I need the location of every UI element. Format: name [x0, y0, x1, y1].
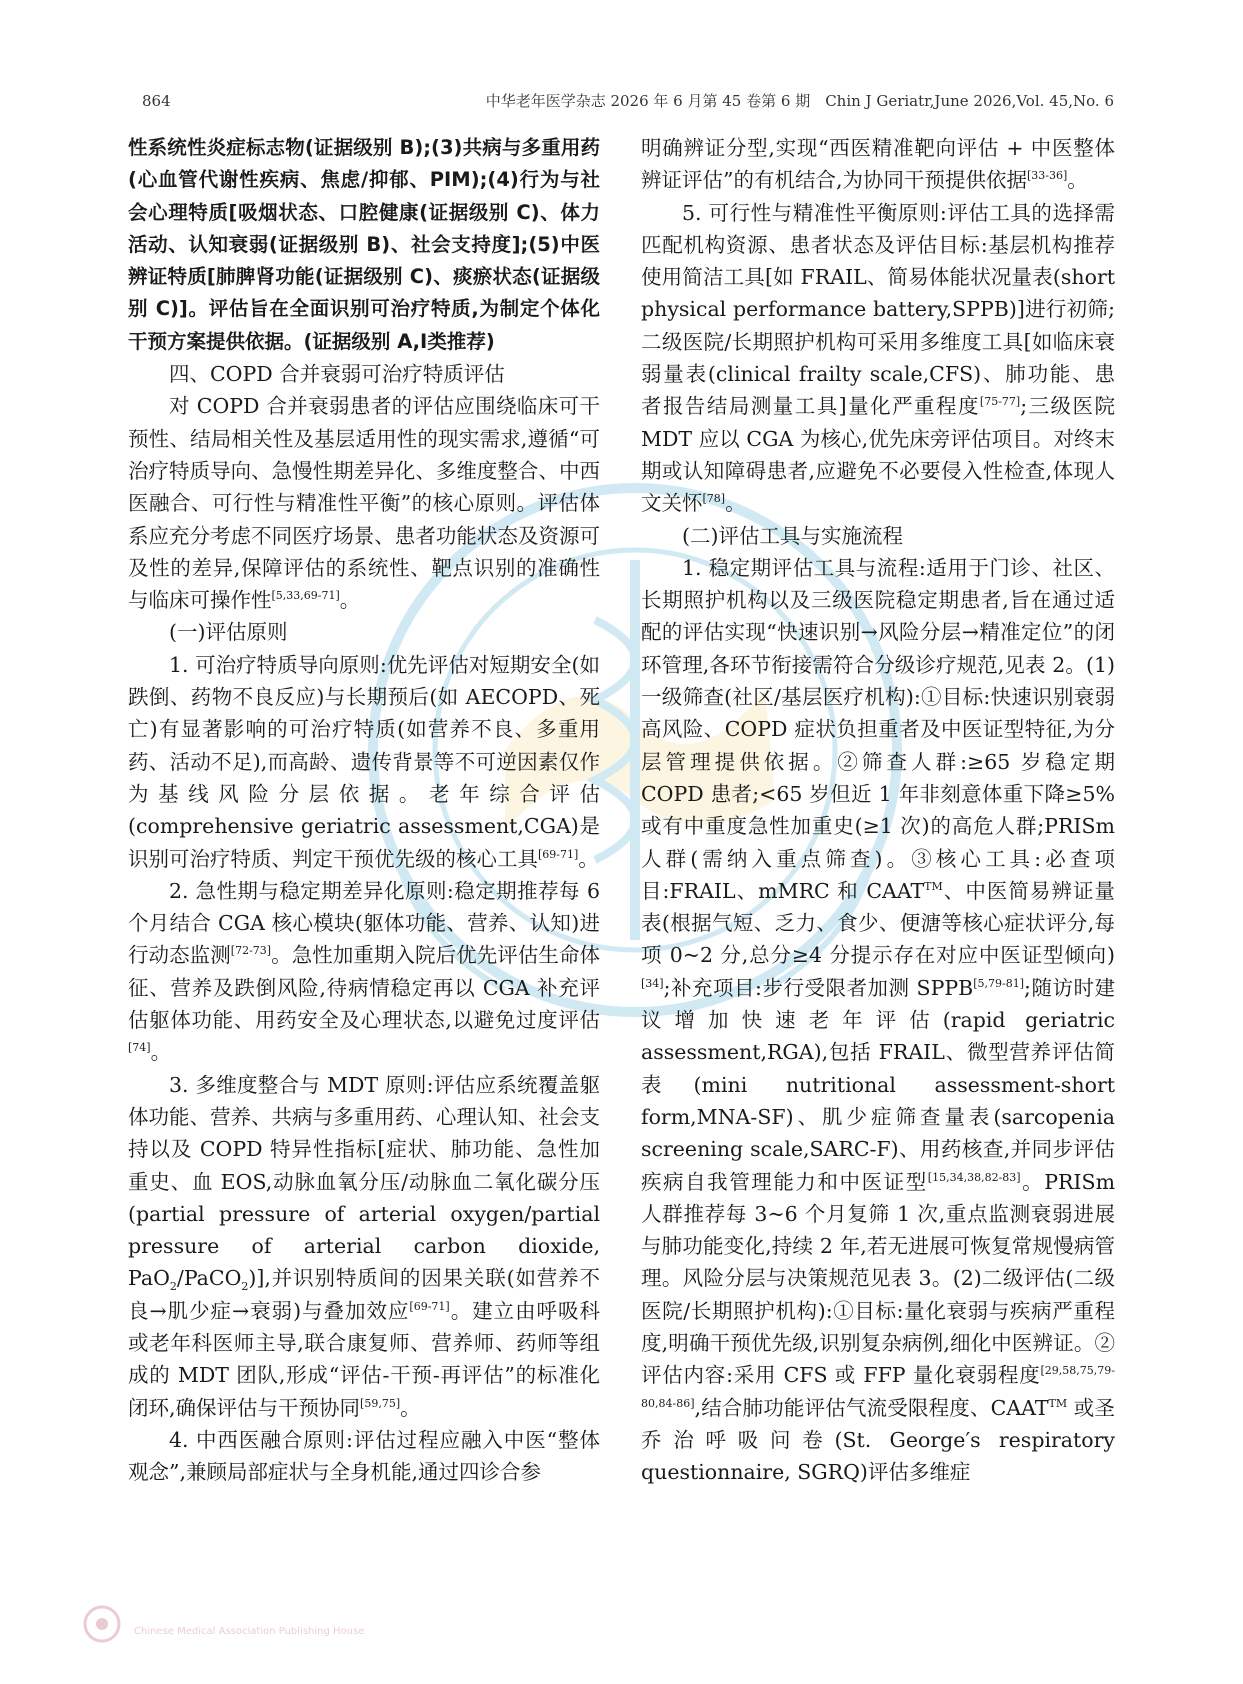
principle-4-paragraph: 4. 中西医融合原则:评估过程应融入中医“整体观念”,兼顾局部症状与全身机能,通过四诊合参 [128, 1427, 600, 1485]
principle-4-continued: 明确辨证分型,实现“西医精准靶向评估 + 中医整体辨证评估”的有机结合,为协同干预提供依据[33-36]。 [641, 136, 1115, 193]
principle-1-paragraph: 1. 可治疗特质导向原则:优先评估对短期安全(如跌倒、药物不良反应)与长期预后(如 AECOPD、死亡)有显著影响的可治疗特质(如营养不良、多重用药、活动不足),而高龄、遗传背景等不可逆因素仅作为基线风险分层依据。老年综合评估(comprehensive geriatric assessment,CGA)是识别可治疗特质、判定干预优先级的核心工具[69-71]。 [128, 652, 600, 871]
intro-paragraph: 对 COPD 合并衰弱患者的评估应围绕临床可干预性、结局相关性及基层适用性的现实需求,遵循“可治疗特质导向、急慢性期差异化、多维度整合、中西医融合、可行性与精准性平衡”的核心原则。评估体系应充分考虑不同医疗场景、患者功能状态及资源可及性的差异,保障评估的系统性、靶点识别的准确性与临床可操作性[5,33,69-71]。 [128, 394, 600, 613]
journal-citation: 中华老年医学杂志 2026 年 6 月第 45 卷第 6 期 Chin J Geriatr,June 2026,Vol. 45,No. 6 [485, 92, 1114, 110]
section-heading-4: 四、COPD 合并衰弱可治疗特质评估 [169, 362, 505, 387]
stable-phase-paragraph: 1. 稳定期评估工具与流程:适用于门诊、社区、长期照护机构以及三级医院稳定期患者,旨在通过适配的评估实现“快速识别→风险分层→精准定位”的闭环管理,各环节衔接需符合分级诊疗规范,见表 2。(1)一级筛查(社区/基层医疗机构):①目标:快速识别衰弱高风险、COPD 症状负担重者及中医证型特征,为分层管理提供依据。②筛查人群:≥65 岁稳定期 COPD 患者;<65 岁但近 1 年非刻意体重下降≥5%或有中重度急性加重史(≥1 次)的高危人群;PRISm 人群(需纳入重点筛查)。③核心工具:必查项目:FRAIL、mMRC 和 CAAT™、中医简易辨证量表(根据气短、乏力、食少、便溏等核心症状评分,每项 0~2 分,总分≥4 分提示存在对应中医证型倾向)[34];补充项目:步行受限者加测 SPPB[5,79-81];随访时建议增加快速老年评估(rapid geriatric assessment,RGA),包括 FRAIL、微型营养评估简表(mini nutritional assessment-short form,MNA-SF)、肌少症筛查量表(sarcopenia screening scale,SARC-F)、用药核查,并同步评估疾病自我管理能力和中医证型[15,34,38,82-83]。PRISm 人群推荐每 3~6 个月复筛 1 次,重点监测衰弱进展与肺功能变化,持续 2 年,若无进展可恢复常规慢病管理。风险分层与决策规范见表 3。(2)二级评估(二级医院/长期照护机构):①目标:量化衰弱与疾病严重程度,明确干预优先级,识别复杂病例,细化中医辨证。②评估内容:采用 CFS 或 FFP 量化衰弱程度[29,58,75,79-80,84-86],结合肺功能评估气流受限程度、CAAT™ 或圣乔治呼吸问卷(St. George′s respiratory questionnaire, SGRQ)评估多维症 [641, 555, 1116, 1485]
running-header [128, 86, 1114, 116]
publisher-flower-icon [82, 1604, 122, 1644]
publisher-logo [82, 1604, 542, 1644]
right-column [641, 132, 1115, 1488]
principle-3-paragraph: 3. 多维度整合与 MDT 原则:评估应系统覆盖躯体功能、营养、共病与多重用药、心理认知、社会支持以及 COPD 特异性指标[症状、肺功能、急性加重史、血 EOS,动脉血氧分压/动脉血二氧化碳分压(partial pressure of arterial oxygen/partial pressure of arterial carbon dioxide, PaO$_2$/PaCO$_2$)],并识别特质间的因果关联(如营养不良→肌少症→衰弱)与叠加效应[69-71]。建立由呼吸科或老年科医师主导,联合康复师、营养师、药师等组成的 MDT 团队,形成“评估-干预-再评估”的标准化闭环,确保评估与干预协同[59,75]。 [128, 1072, 600, 1420]
principle-5-paragraph: 5. 可行性与精准性平衡原则:评估工具的选择需匹配机构资源、患者状态及评估目标:基层机构推荐使用简洁工具[如 FRAIL、简易体能状况量表(short physical performance battery,SPPB)]进行初筛;二级医院/长期照护机构可采用多维度工具[如临床衰弱量表(clinical frailty scale,CFS)、肺功能、患者报告结局测量工具]量化严重程度[75-77];三级医院 MDT 应以 CGA 为核心,优先床旁评估项目。对终末期或认知障碍患者,应避免不必要侵入性检查,体现人文关怀[78]。 [641, 200, 1115, 516]
principle-2-paragraph: 2. 急性期与稳定期差异化原则:稳定期推荐每 6 个月结合 CGA 核心模块(躯体功能、营养、认知)进行动态监测[72-73]。急性加重期入院后优先评估生命体征、营养及跌倒风险,待病情稳定再以 CGA 补充评估躯体功能、用药安全及心理状态,以避免过度评估[74]。 [128, 878, 601, 1065]
publisher-name: Chinese Medical Association Publishing House [134, 1626, 365, 1637]
subsection-heading-2: (二)评估工具与实施流程 [682, 523, 903, 548]
left-column [128, 132, 600, 1488]
subsection-heading-1: (一)评估原则 [169, 620, 288, 645]
summary-paragraph: 性系统性炎症标志物(证据级别 B);(3)共病与多重用药(心血管代谢性疾病、焦虑/抑郁、PIM);(4)行为与社会心理特质[吸烟状态、口腔健康(证据级别 C)、体力活动、认知衰弱(证据级别 B)、社会支持度];(5)中医辨证特质[肺脾肾功能(证据级别 C)、痰瘀状态(证据级别 C)]。评估旨在全面识别可治疗特质,为制定个体化干预方案提供依据。(证据级别 A,Ⅰ类推荐) [128, 136, 600, 353]
page-number: 864 [142, 92, 171, 110]
